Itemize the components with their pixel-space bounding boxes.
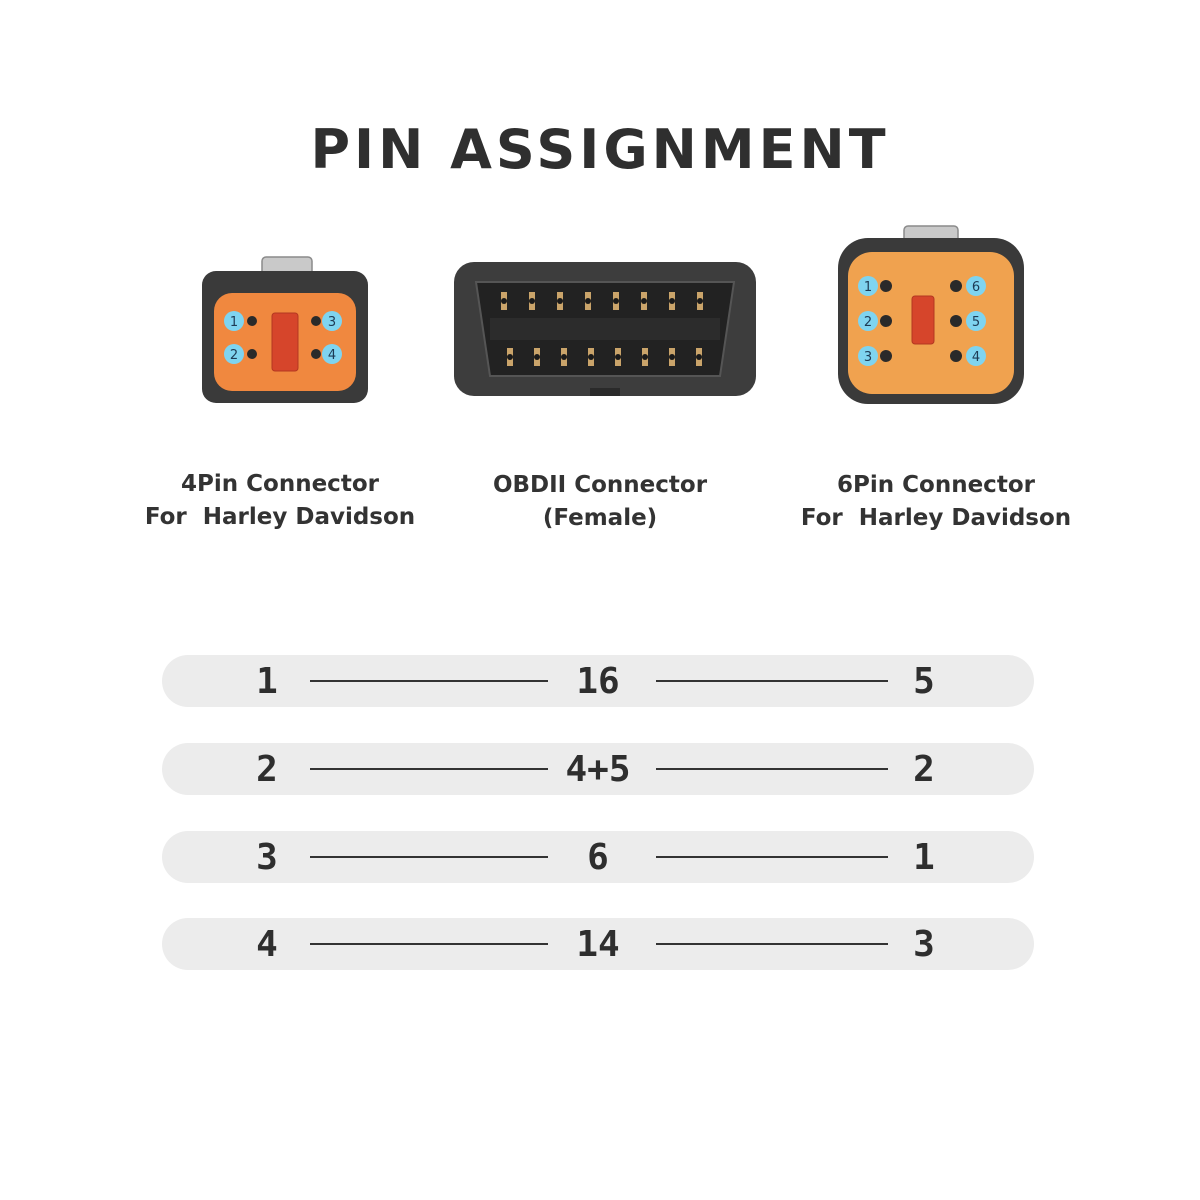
obd-caption — [420, 469, 780, 535]
four-pin-number: 1 — [256, 661, 278, 702]
six-pin-number: 3 — [913, 924, 935, 965]
obd-pin-number: 4+5 — [565, 749, 631, 790]
caption-line: (Female) — [542, 505, 658, 531]
pin-label: 2 — [863, 315, 873, 330]
pin-label: 3 — [863, 350, 873, 365]
wire-line — [310, 768, 548, 770]
pin-label: 5 — [971, 315, 981, 330]
page-title: PIN ASSIGNMENT — [310, 118, 890, 181]
caption-line: 4Pin Connector — [181, 471, 379, 497]
pin-label: 1 — [863, 280, 873, 295]
pin-mapping-row — [162, 918, 1034, 970]
wire-line — [656, 680, 888, 682]
pin-mapping-row — [162, 743, 1034, 795]
pin-mapping-row — [162, 655, 1034, 707]
wire-line — [310, 680, 548, 682]
pin-label: 6 — [971, 280, 981, 295]
obd-pin-number: 6 — [587, 837, 609, 878]
wire-line — [310, 856, 548, 858]
caption-line: For Harley Davidson — [144, 504, 416, 530]
obd-pin-number: 14 — [576, 924, 620, 965]
caption-line: For Harley Davidson — [800, 505, 1072, 531]
four-pin-caption — [100, 468, 460, 534]
six-pin-caption — [756, 469, 1116, 535]
caption-line: OBDII Connector — [492, 472, 708, 498]
pin-label: 3 — [327, 315, 337, 330]
obd-pin-number: 16 — [576, 661, 620, 702]
wire-line — [656, 768, 888, 770]
four-pin-number: 2 — [256, 749, 278, 790]
four-pin-number: 3 — [256, 837, 278, 878]
pin-mapping-row — [162, 831, 1034, 883]
six-pin-number: 5 — [913, 661, 935, 702]
wire-line — [656, 943, 888, 945]
wire-line — [656, 856, 888, 858]
six-pin-number: 2 — [913, 749, 935, 790]
pin-label: 1 — [229, 315, 239, 330]
four-pin-number: 4 — [256, 924, 278, 965]
six-pin-number: 1 — [913, 837, 935, 878]
four-pin-connector-image — [200, 255, 370, 405]
six-pin-connector-image — [836, 224, 1026, 406]
caption-line: 6Pin Connector — [837, 472, 1035, 498]
wire-line — [310, 943, 548, 945]
pin-label: 4 — [971, 350, 981, 365]
pin-label: 4 — [327, 348, 337, 363]
obd-connector-image — [450, 258, 760, 404]
pin-label: 2 — [229, 348, 239, 363]
